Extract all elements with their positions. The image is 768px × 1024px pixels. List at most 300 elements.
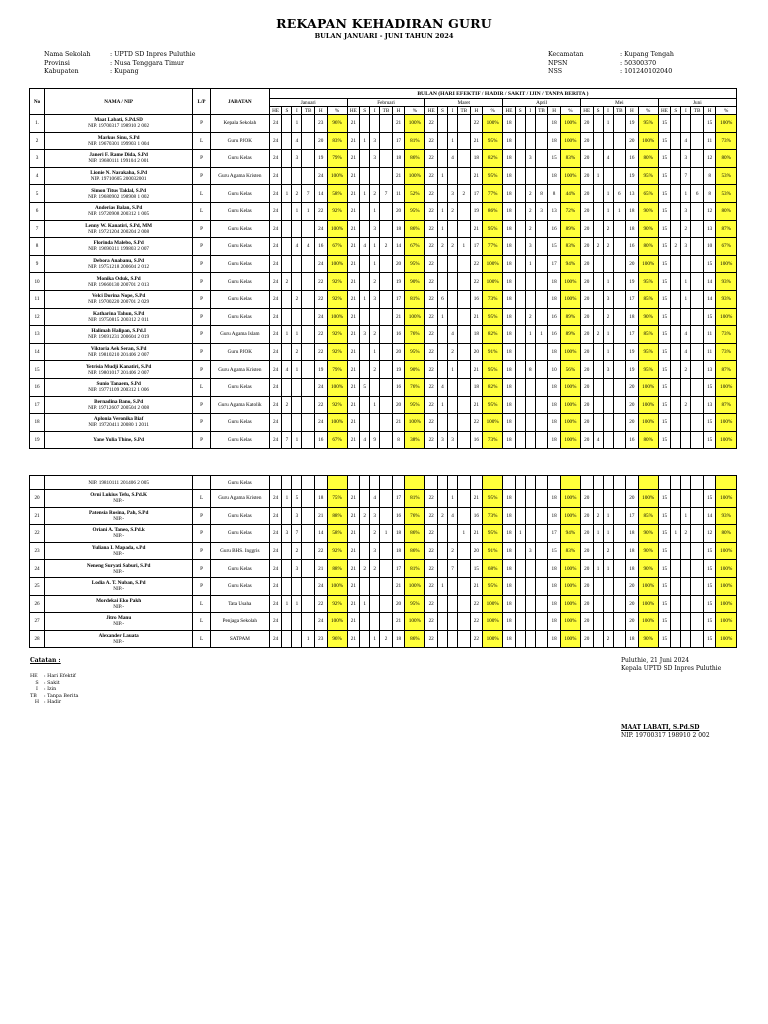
attendance-value bbox=[535, 115, 548, 133]
attendance-percent: 95% bbox=[405, 202, 425, 220]
attendance-value bbox=[613, 490, 626, 508]
table-row bbox=[30, 238, 737, 256]
attendance-value: 3 bbox=[535, 202, 548, 220]
attendance-percent: 100% bbox=[560, 595, 580, 613]
attendance-value bbox=[302, 343, 315, 361]
attendance-value: 22 bbox=[425, 490, 438, 508]
attendance-value: 1 bbox=[292, 326, 302, 344]
info-label: NSS bbox=[548, 68, 563, 76]
attendance-value: 13 bbox=[626, 185, 639, 203]
attendance-value: 18 bbox=[392, 220, 405, 238]
attendance-value bbox=[292, 577, 302, 595]
position: Kepala Sekolah bbox=[210, 115, 269, 133]
attendance-value: 7 bbox=[292, 525, 302, 543]
attendance-percent: 95% bbox=[638, 167, 658, 185]
attendance-value bbox=[437, 273, 447, 291]
attendance-percent: 82% bbox=[483, 150, 503, 168]
attendance-percent: 100% bbox=[560, 290, 580, 308]
teacher-cell bbox=[45, 525, 193, 543]
attendance-value bbox=[691, 414, 704, 432]
attendance-value: 22 bbox=[425, 378, 438, 396]
attendance-value: 2 bbox=[282, 396, 292, 414]
attendance-value bbox=[691, 542, 704, 560]
attendance-value: 15 bbox=[658, 255, 671, 273]
attendance-value bbox=[613, 238, 626, 256]
attendance-value bbox=[458, 577, 471, 595]
sub-header: HE bbox=[658, 107, 671, 115]
attendance-value bbox=[360, 414, 370, 432]
gender: L bbox=[193, 613, 211, 631]
attendance-value bbox=[458, 290, 471, 308]
attendance-value: 21 bbox=[470, 220, 483, 238]
attendance-value: 18 bbox=[548, 431, 561, 449]
attendance-value: 22 bbox=[425, 396, 438, 414]
attendance-value: 19 bbox=[626, 115, 639, 133]
table-row bbox=[30, 542, 737, 560]
attendance-value bbox=[360, 396, 370, 414]
attendance-value: 20 bbox=[580, 396, 593, 414]
attendance-value: 1 bbox=[360, 290, 370, 308]
attendance-percent: 56% bbox=[560, 361, 580, 379]
attendance-value bbox=[525, 273, 535, 291]
attendance-percent: 95% bbox=[483, 577, 503, 595]
attendance-value: 15 bbox=[658, 560, 671, 578]
teacher-name: Bernadina Bano, S.Pd bbox=[94, 398, 144, 405]
attendance-value: 2 bbox=[292, 290, 302, 308]
sub-header: I bbox=[525, 107, 535, 115]
attendance-percent: 86% bbox=[483, 202, 503, 220]
sub-header: I bbox=[603, 107, 613, 115]
attendance-value bbox=[370, 308, 380, 326]
attendance-value bbox=[458, 273, 471, 291]
attendance-value: 22 bbox=[425, 595, 438, 613]
attendance-value bbox=[380, 255, 393, 273]
attendance-percent: 80% bbox=[716, 150, 737, 168]
attendance-value: 24 bbox=[314, 308, 327, 326]
attendance-value: 18 bbox=[548, 577, 561, 595]
attendance-value: 24 bbox=[269, 255, 282, 273]
attendance-percent: 92% bbox=[327, 326, 347, 344]
sub-header: % bbox=[560, 107, 580, 115]
attendance-value bbox=[525, 132, 535, 150]
attendance-percent: 80% bbox=[716, 525, 737, 543]
attendance-value: 20 bbox=[392, 255, 405, 273]
attendance-value: 21 bbox=[347, 115, 360, 133]
attendance-value: 1 bbox=[292, 202, 302, 220]
teacher-name: Janeri F. Rame Dida, S.Pd bbox=[89, 152, 148, 159]
teacher-nip: NIP. 19751218 200604 2 012 bbox=[88, 264, 150, 271]
attendance-percent: 100% bbox=[405, 115, 425, 133]
attendance-percent: 93% bbox=[716, 507, 737, 525]
attendance-percent: 100% bbox=[560, 630, 580, 648]
attendance-percent: 100% bbox=[560, 343, 580, 361]
attendance-value: 21 bbox=[347, 185, 360, 203]
gender: P bbox=[193, 414, 211, 432]
signature-name: MAAT LABATI, S.Pd.SD bbox=[621, 724, 700, 731]
attendance-value: 22 bbox=[314, 542, 327, 560]
attendance-percent: 100% bbox=[483, 115, 503, 133]
attendance-value bbox=[613, 630, 626, 648]
row-number: 6 bbox=[30, 202, 45, 220]
attendance-value: 15 bbox=[658, 490, 671, 508]
attendance-value: 4 bbox=[360, 238, 370, 256]
attendance-value bbox=[593, 115, 603, 133]
attendance-value: 22 bbox=[470, 613, 483, 631]
attendance-value: 15 bbox=[658, 431, 671, 449]
attendance-value: 22 bbox=[425, 361, 438, 379]
attendance-value: 1 bbox=[282, 185, 292, 203]
attendance-value bbox=[282, 167, 292, 185]
attendance-value: 21 bbox=[347, 255, 360, 273]
attendance-percent: 95% bbox=[483, 361, 503, 379]
attendance-value bbox=[282, 414, 292, 432]
attendance-value bbox=[292, 613, 302, 631]
gender: P bbox=[193, 220, 211, 238]
attendance-value: 21 bbox=[347, 542, 360, 560]
attendance-value bbox=[593, 361, 603, 379]
teacher-name: Markus Sinu, S.Pd bbox=[97, 134, 140, 141]
attendance-percent: 95% bbox=[405, 255, 425, 273]
attendance-value bbox=[613, 220, 626, 238]
row-number: 13 bbox=[30, 326, 45, 344]
attendance-value bbox=[515, 202, 525, 220]
teacher-cell bbox=[45, 326, 193, 344]
attendance-value bbox=[437, 525, 447, 543]
teacher-name: Aplonia Veronika Biaf bbox=[93, 416, 144, 423]
attendance-value bbox=[360, 525, 370, 543]
attendance-value bbox=[691, 525, 704, 543]
attendance-value: 21 bbox=[347, 431, 360, 449]
attendance-value: 21 bbox=[347, 238, 360, 256]
attendance-value: 17 bbox=[548, 255, 561, 273]
sub-header: I bbox=[370, 107, 380, 115]
attendance-value bbox=[593, 542, 603, 560]
attendance-value: 18 bbox=[503, 308, 516, 326]
attendance-value: 20 bbox=[580, 577, 593, 595]
attendance-percent: 100% bbox=[716, 431, 737, 449]
attendance-percent: 90% bbox=[638, 560, 658, 578]
attendance-value: 22 bbox=[425, 525, 438, 543]
teacher-cell bbox=[45, 361, 193, 379]
attendance-value: 4 bbox=[292, 132, 302, 150]
attendance-value: 15 bbox=[658, 542, 671, 560]
attendance-value: 18 bbox=[548, 630, 561, 648]
attendance-value bbox=[437, 490, 447, 508]
attendance-value: 3 bbox=[370, 220, 380, 238]
attendance-value bbox=[671, 115, 681, 133]
attendance-value bbox=[535, 150, 548, 168]
attendance-value: 21 bbox=[347, 490, 360, 508]
attendance-value bbox=[380, 431, 393, 449]
attendance-value bbox=[380, 378, 393, 396]
attendance-value: 1 bbox=[603, 326, 613, 344]
teacher-nip: NIP.- bbox=[113, 568, 125, 575]
attendance-value bbox=[671, 630, 681, 648]
attendance-value bbox=[691, 202, 704, 220]
attendance-value: 2 bbox=[525, 220, 535, 238]
gender: P bbox=[193, 290, 211, 308]
attendance-value bbox=[535, 507, 548, 525]
attendance-value: 22 bbox=[314, 396, 327, 414]
attendance-percent: 92% bbox=[327, 343, 347, 361]
gender: L bbox=[193, 185, 211, 203]
attendance-percent: 100% bbox=[327, 378, 347, 396]
attendance-value bbox=[360, 273, 370, 291]
attendance-percent: 100% bbox=[405, 414, 425, 432]
attendance-percent: 95% bbox=[638, 361, 658, 379]
attendance-percent: 65% bbox=[638, 185, 658, 203]
teacher-cell bbox=[45, 185, 193, 203]
attendance-value bbox=[691, 326, 704, 344]
document-subtitle: BULAN JANUARI - JUNI TAHUN 2024 bbox=[314, 32, 454, 40]
attendance-value: 22 bbox=[425, 414, 438, 432]
attendance-value bbox=[515, 273, 525, 291]
attendance-percent: 58% bbox=[327, 185, 347, 203]
attendance-value: 2 bbox=[593, 507, 603, 525]
attendance-percent: 82% bbox=[483, 326, 503, 344]
attendance-value: 3 bbox=[525, 150, 535, 168]
attendance-value: 15 bbox=[658, 290, 671, 308]
attendance-value: 3 bbox=[292, 150, 302, 168]
attendance-value bbox=[691, 577, 704, 595]
attendance-value: 18 bbox=[503, 150, 516, 168]
attendance-value: 21 bbox=[470, 167, 483, 185]
attendance-value bbox=[535, 396, 548, 414]
attendance-value: 16 bbox=[392, 326, 405, 344]
attendance-value: 15 bbox=[703, 115, 716, 133]
attendance-value: 24 bbox=[269, 308, 282, 326]
attendance-value bbox=[691, 396, 704, 414]
attendance-value: 2 bbox=[603, 542, 613, 560]
attendance-value: 18 bbox=[626, 525, 639, 543]
attendance-value bbox=[671, 308, 681, 326]
row-number: 20 bbox=[30, 490, 45, 508]
attendance-value: 15 bbox=[658, 525, 671, 543]
attendance-value: 18 bbox=[392, 150, 405, 168]
attendance-percent: 89% bbox=[560, 326, 580, 344]
attendance-percent: 44% bbox=[560, 185, 580, 203]
attendance-value: 1 bbox=[447, 132, 457, 150]
attendance-percent: 90% bbox=[405, 273, 425, 291]
month-header: Juni bbox=[658, 99, 736, 107]
sub-header: S bbox=[282, 107, 292, 115]
attendance-value: 21 bbox=[392, 613, 405, 631]
sub-header: H bbox=[548, 107, 561, 115]
attendance-value: 18 bbox=[503, 115, 516, 133]
info-value: : Nusa Tenggara Timur bbox=[110, 59, 185, 67]
gender: P bbox=[193, 343, 211, 361]
attendance-value: 1 bbox=[525, 326, 535, 344]
attendance-value bbox=[681, 595, 691, 613]
attendance-percent: 100% bbox=[405, 167, 425, 185]
attendance-value: 24 bbox=[269, 150, 282, 168]
row-number: 24 bbox=[30, 560, 45, 578]
attendance-value: 18 bbox=[626, 560, 639, 578]
position: Guru BHS. Inggris bbox=[210, 542, 269, 560]
attendance-value: 22 bbox=[470, 255, 483, 273]
attendance-percent: 100% bbox=[716, 308, 737, 326]
attendance-value bbox=[302, 326, 315, 344]
attendance-value: 15 bbox=[703, 613, 716, 631]
attendance-value: 1 bbox=[681, 273, 691, 291]
attendance-value bbox=[535, 613, 548, 631]
attendance-value bbox=[525, 343, 535, 361]
position: Guru Kelas bbox=[210, 507, 269, 525]
attendance-value: 20 bbox=[626, 490, 639, 508]
attendance-value: 8 bbox=[703, 167, 716, 185]
attendance-value: 19 bbox=[392, 361, 405, 379]
attendance-value bbox=[593, 273, 603, 291]
row-number: 18 bbox=[30, 414, 45, 432]
attendance-value: 21 bbox=[347, 361, 360, 379]
position: Guru Kelas bbox=[210, 220, 269, 238]
attendance-value: 18 bbox=[503, 613, 516, 631]
attendance-value bbox=[515, 431, 525, 449]
attendance-value: 2 bbox=[593, 326, 603, 344]
attendance-value: 24 bbox=[269, 378, 282, 396]
attendance-value bbox=[525, 431, 535, 449]
attendance-percent: 100% bbox=[716, 542, 737, 560]
table-row bbox=[30, 507, 737, 525]
attendance-value: 14 bbox=[314, 185, 327, 203]
col-header-jabatan: JABATAN bbox=[210, 89, 269, 115]
attendance-value: 20 bbox=[580, 132, 593, 150]
attendance-value bbox=[593, 378, 603, 396]
teacher-cell bbox=[45, 630, 193, 648]
attendance-value bbox=[515, 167, 525, 185]
attendance-value bbox=[613, 167, 626, 185]
sub-header: I bbox=[447, 107, 457, 115]
attendance-value: 11 bbox=[703, 132, 716, 150]
sub-header: HE bbox=[425, 107, 438, 115]
attendance-value: 15 bbox=[703, 560, 716, 578]
attendance-value: 18 bbox=[548, 132, 561, 150]
attendance-value bbox=[691, 507, 704, 525]
attendance-value bbox=[515, 542, 525, 560]
attendance-value: 2 bbox=[603, 630, 613, 648]
attendance-value: 18 bbox=[392, 525, 405, 543]
attendance-percent: 95% bbox=[638, 273, 658, 291]
attendance-value: 22 bbox=[425, 167, 438, 185]
attendance-percent: 100% bbox=[560, 613, 580, 631]
attendance-percent: 100% bbox=[560, 507, 580, 525]
attendance-value bbox=[535, 525, 548, 543]
attendance-value: 18 bbox=[503, 202, 516, 220]
attendance-value: 20 bbox=[580, 308, 593, 326]
sub-header: S bbox=[515, 107, 525, 115]
attendance-value: 21 bbox=[347, 202, 360, 220]
teacher-nip: NIP. 19771109 200312 1 006 bbox=[88, 387, 150, 394]
attendance-value bbox=[380, 507, 393, 525]
attendance-value: 1 bbox=[613, 202, 626, 220]
attendance-value: 20 bbox=[626, 613, 639, 631]
attendance-value: 20 bbox=[580, 255, 593, 273]
attendance-value: 2 bbox=[525, 185, 535, 203]
teacher-nip: NIP. 19700220 200701 2 029 bbox=[88, 299, 150, 306]
attendance-value: 21 bbox=[470, 361, 483, 379]
attendance-percent: 91% bbox=[483, 542, 503, 560]
gender: P bbox=[193, 255, 211, 273]
sub-header: S bbox=[671, 107, 681, 115]
attendance-value: 21 bbox=[347, 150, 360, 168]
attendance-value bbox=[593, 414, 603, 432]
attendance-value bbox=[525, 414, 535, 432]
legend-key: H bbox=[34, 700, 40, 706]
attendance-value: 21 bbox=[392, 115, 405, 133]
attendance-value: 2 bbox=[370, 273, 380, 291]
teacher-cell bbox=[45, 577, 193, 595]
attendance-value bbox=[613, 560, 626, 578]
attendance-value: 18 bbox=[503, 431, 516, 449]
attendance-value: 18 bbox=[548, 595, 561, 613]
attendance-value: 12 bbox=[703, 202, 716, 220]
attendance-percent: 86% bbox=[405, 150, 425, 168]
attendance-value: 1 bbox=[292, 115, 302, 133]
teacher-name: Yetrisia Mudji Kanatiri, S.Pd bbox=[86, 363, 152, 370]
attendance-value: 1 bbox=[593, 525, 603, 543]
sub-header: TB bbox=[302, 107, 315, 115]
attendance-value: 8 bbox=[548, 185, 561, 203]
attendance-percent: 67% bbox=[327, 431, 347, 449]
attendance-value bbox=[525, 595, 535, 613]
attendance-percent: 90% bbox=[638, 630, 658, 648]
attendance-value: 7 bbox=[302, 185, 315, 203]
attendance-value: 15 bbox=[658, 361, 671, 379]
attendance-value: 20 bbox=[392, 396, 405, 414]
attendance-value: 3 bbox=[437, 431, 447, 449]
attendance-value: 22 bbox=[314, 343, 327, 361]
attendance-percent: 100% bbox=[716, 490, 737, 508]
month-header: Maret bbox=[425, 99, 503, 107]
attendance-value: 24 bbox=[269, 343, 282, 361]
attendance-value: 4 bbox=[282, 361, 292, 379]
attendance-value: 18 bbox=[548, 167, 561, 185]
attendance-value: 1 bbox=[282, 595, 292, 613]
attendance-value: 16 bbox=[548, 220, 561, 238]
attendance-value: 3 bbox=[292, 507, 302, 525]
attendance-value: 21 bbox=[347, 273, 360, 291]
attendance-value: 22 bbox=[425, 150, 438, 168]
teacher-cell bbox=[45, 290, 193, 308]
attendance-percent: 100% bbox=[327, 414, 347, 432]
attendance-value: 20 bbox=[470, 343, 483, 361]
info-label: Nama Sekolah bbox=[44, 51, 91, 58]
attendance-percent: 81% bbox=[405, 490, 425, 508]
attendance-value bbox=[593, 595, 603, 613]
attendance-value: 18 bbox=[548, 507, 561, 525]
attendance-value: 1 bbox=[437, 396, 447, 414]
attendance-value bbox=[525, 560, 535, 578]
attendance-value bbox=[447, 414, 457, 432]
attendance-value: 22 bbox=[425, 185, 438, 203]
attendance-value bbox=[535, 308, 548, 326]
attendance-value: 18 bbox=[503, 185, 516, 203]
attendance-value bbox=[302, 542, 315, 560]
teacher-nip: NIP. 19720908 200312 1 005 bbox=[88, 211, 150, 218]
attendance-value: 1 bbox=[370, 630, 380, 648]
attendance-percent: 100% bbox=[638, 132, 658, 150]
teacher-cell bbox=[45, 378, 193, 396]
attendance-value bbox=[458, 490, 471, 508]
teacher-nip: NIP. 19750815 200312 2 011 bbox=[88, 316, 150, 323]
attendance-value bbox=[292, 273, 302, 291]
attendance-value bbox=[535, 273, 548, 291]
attendance-value bbox=[380, 490, 393, 508]
attendance-value bbox=[681, 115, 691, 133]
attendance-value bbox=[515, 343, 525, 361]
attendance-percent: 100% bbox=[560, 577, 580, 595]
attendance-value bbox=[691, 560, 704, 578]
